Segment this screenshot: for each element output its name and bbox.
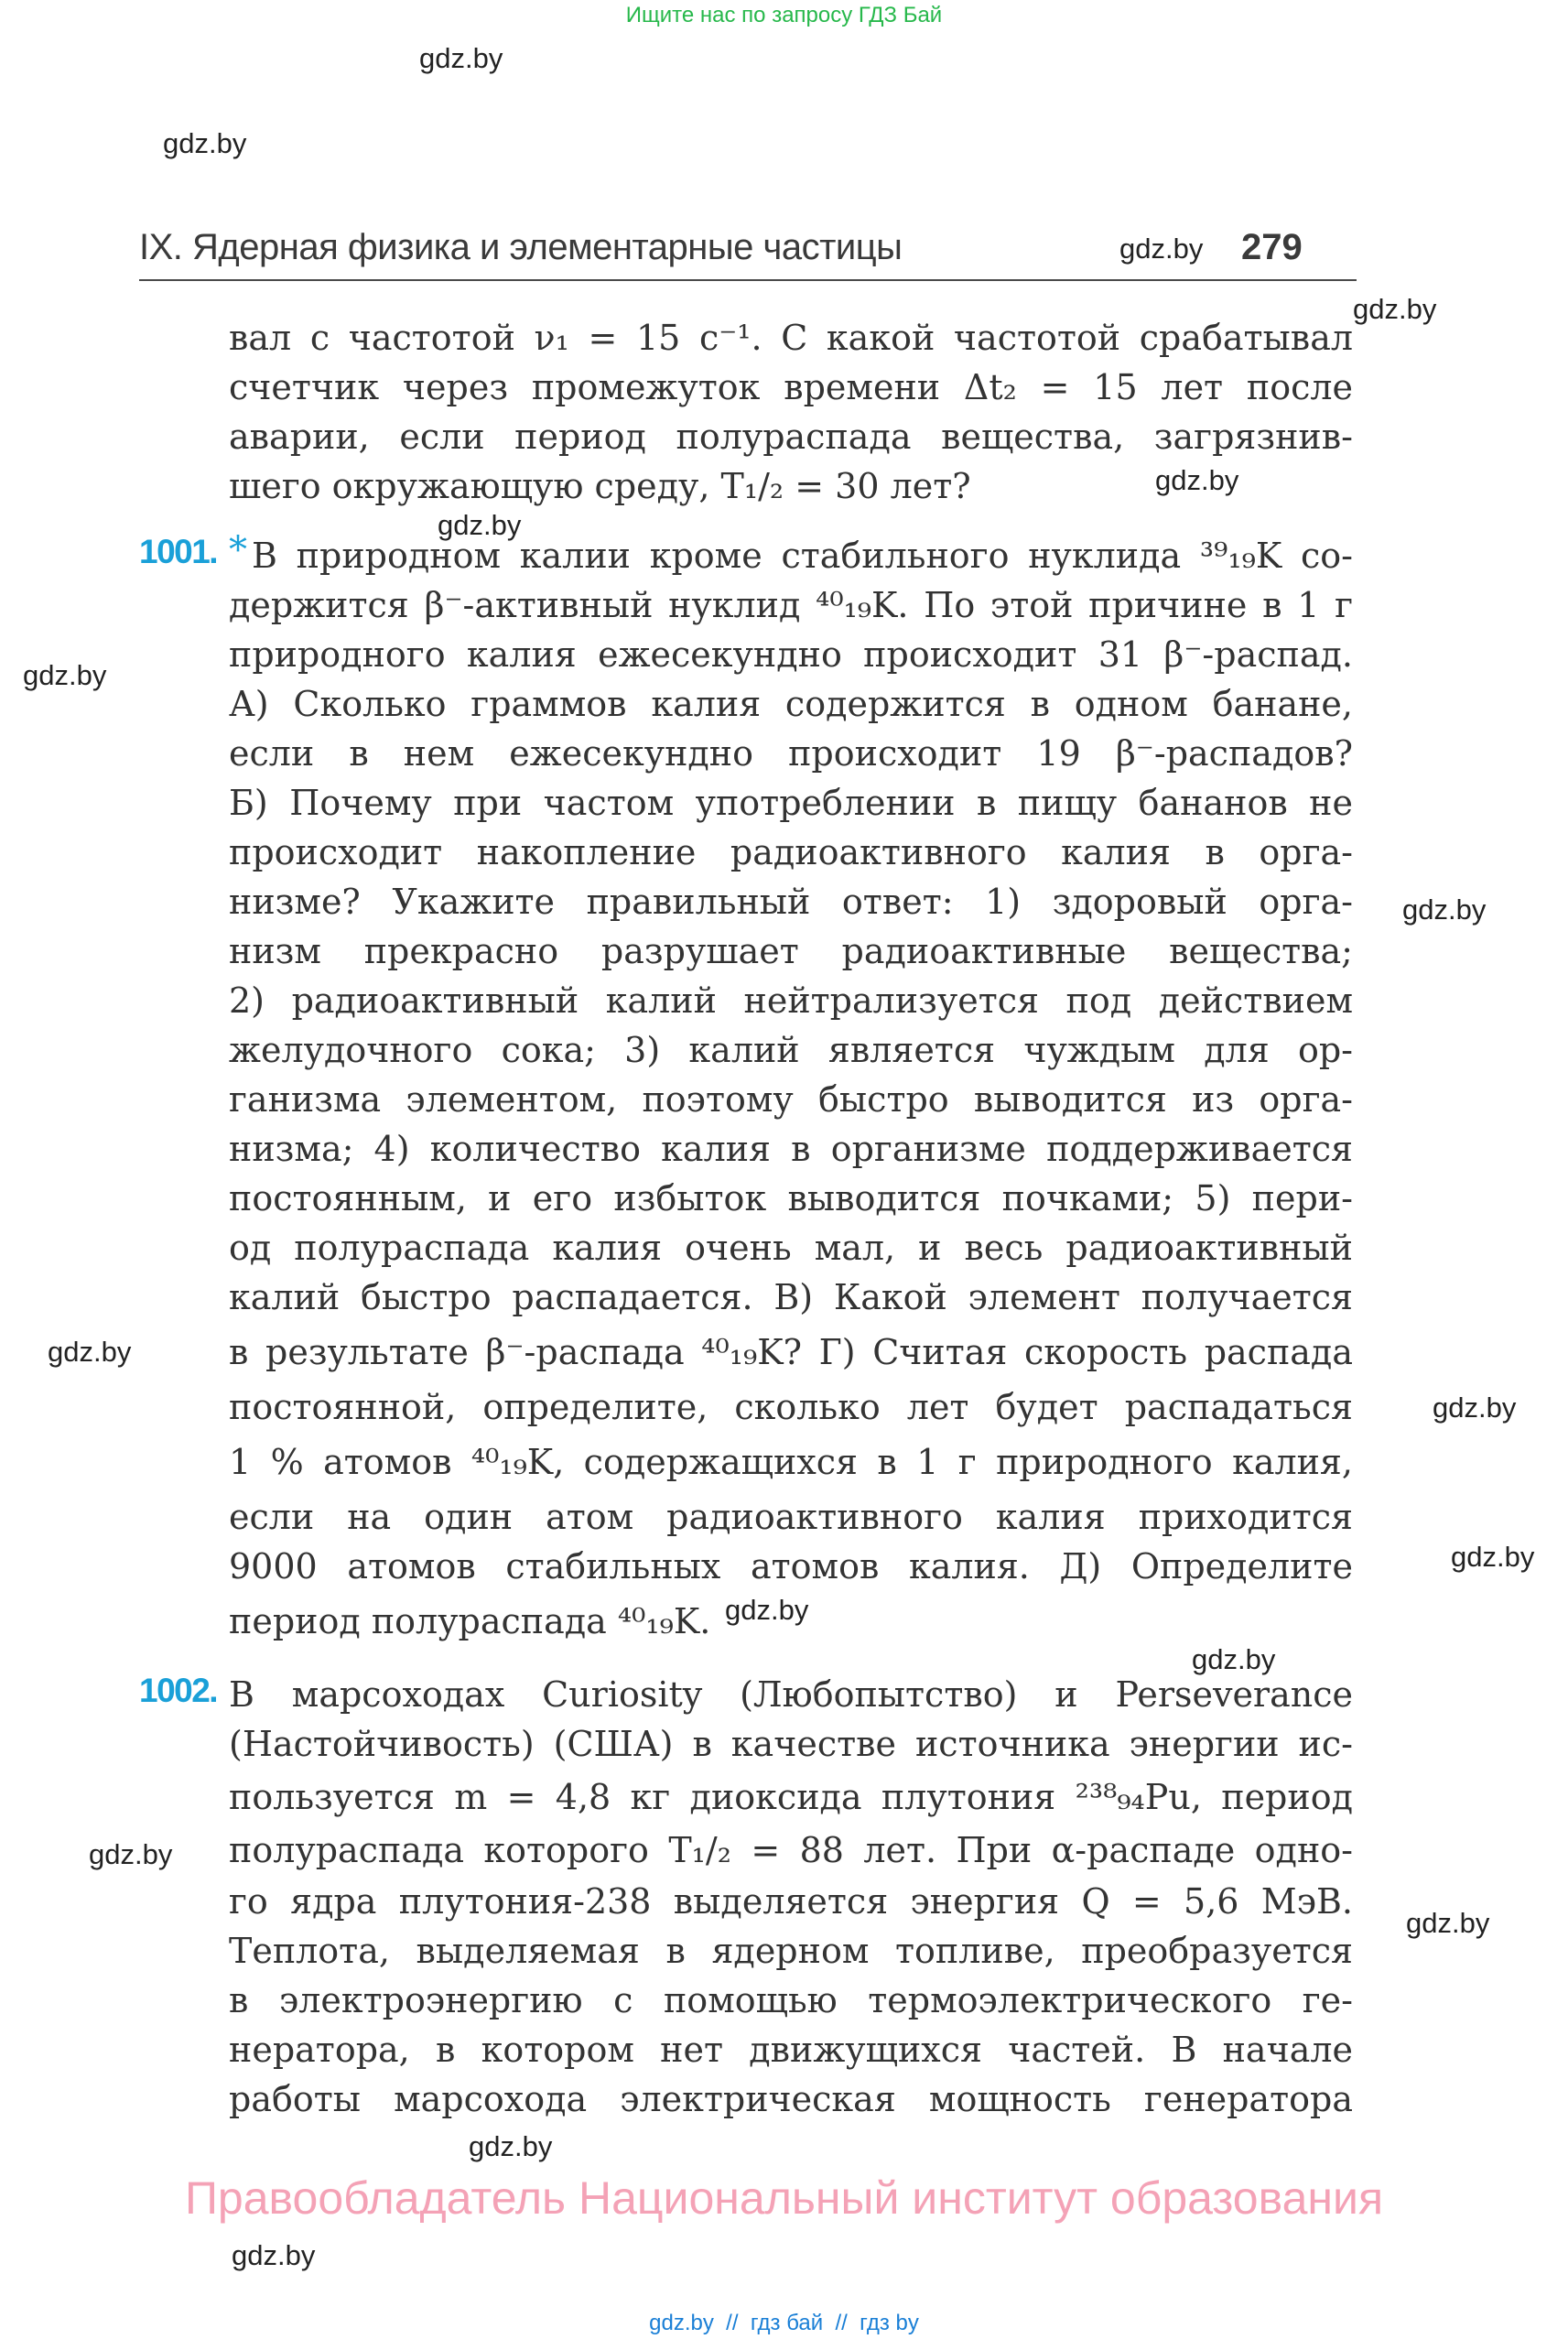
- text-line: од полураспада калия очень мал, и весь радиоактивный: [229, 1228, 1353, 1268]
- header-rule: [139, 279, 1357, 281]
- text-line: работы марсохода электрическая мощность генератора: [229, 2079, 1353, 2119]
- text-line: если в нем ежесекундно происходит 19 β⁻-распадов?: [229, 733, 1353, 774]
- watermark: gdz.by: [1402, 893, 1487, 926]
- watermark: gdz.by: [23, 659, 107, 691]
- page-number: 279: [1241, 227, 1303, 267]
- watermark: gdz.by: [419, 42, 503, 74]
- text-line: происходит накопление радиоактивного калия в орга-: [229, 832, 1353, 872]
- text-line: низм прекрасно разрушает радиоактивные вещества;: [229, 931, 1353, 971]
- text-line: Б) Почему при частом употреблении в пищу бананов не: [229, 783, 1353, 823]
- text-line: ганизма элементом, поэтому быстро выводится из орга-: [229, 1079, 1353, 1120]
- watermark: gdz.by: [1119, 233, 1204, 265]
- text-line: счетчик через промежуток времени Δt₂ = 15 лет после: [229, 367, 1353, 407]
- text-line: калий быстро распадается. В) Какой элемент получается: [229, 1277, 1353, 1317]
- watermark: gdz.by: [1433, 1392, 1517, 1424]
- text-line: Теплота, выделяемая в ядерном топливе, преобразуется: [229, 1931, 1353, 1971]
- watermark: gdz.by: [1406, 1907, 1490, 1939]
- text-line: А) Сколько граммов калия содержится в одном банане,: [229, 684, 1353, 724]
- watermark: gdz.by: [1353, 293, 1437, 325]
- text-line: если на один атом радиоактивного калия приходится: [229, 1497, 1353, 1537]
- watermark: gdz.by: [469, 2130, 553, 2162]
- text-line: 2) радиоактивный калий нейтрализуется под действием: [229, 980, 1353, 1021]
- watermark: gdz.by: [1155, 464, 1239, 496]
- text-line: в электроэнергию с помощью термоэлектрического ге-: [229, 1980, 1353, 2020]
- watermark: gdz.by: [438, 509, 522, 541]
- text-line: природного калия ежесекундно происходит 31 β⁻-распад.: [229, 634, 1353, 675]
- text-line: нератора, в котором нет движущихся частей. В начале: [229, 2030, 1353, 2070]
- watermark: gdz.by: [1451, 1541, 1535, 1573]
- watermark: gdz.by: [1192, 1643, 1276, 1675]
- text-line: низме? Укажите правильный ответ: 1) здоровый орга-: [229, 882, 1353, 922]
- text-line: шего окружающую среду, T₁/₂ = 30 лет?: [229, 466, 971, 506]
- text-line: В природном калии кроме стабильного нуклида ³⁹₁₉K со-: [252, 536, 1353, 576]
- watermark: gdz.by: [163, 127, 247, 159]
- text-line: в результате β⁻-распада ⁴⁰₁₉K? Г) Считая скорость распада: [229, 1332, 1353, 1372]
- watermark: gdz.by: [725, 1594, 809, 1626]
- text-line: постоянной, определите, сколько лет будет распадаться: [229, 1387, 1353, 1427]
- copyright-notice: Правообладатель Национальный институт образования: [184, 2172, 1384, 2224]
- text-line: период полураспада ⁴⁰₁₉K.: [229, 1601, 711, 1641]
- text-line: (Настойчивость) (США) в качестве источника энергии ис-: [229, 1724, 1353, 1764]
- text-line: пользуется m = 4,8 кг диоксида плутония ²³⁸₉₄Pu, период: [229, 1777, 1353, 1817]
- text-line: 1 % атомов ⁴⁰₁₉K, содержащихся в 1 г природного калия,: [229, 1442, 1353, 1482]
- watermark: gdz.by: [48, 1336, 132, 1368]
- difficulty-marker: *: [229, 529, 247, 571]
- problem-number: 1002.: [139, 1672, 218, 1709]
- text-line: постоянным, и его избыток выводится почками; 5) пери-: [229, 1178, 1353, 1218]
- text-line: 9000 атомов стабильных атомов калия. Д) Определите: [229, 1546, 1353, 1587]
- watermark: gdz.by: [89, 1838, 173, 1870]
- text-line: полураспада которого T₁/₂ = 88 лет. При α-распаде одно-: [229, 1830, 1353, 1870]
- bottom-note: gdz.by // гдз бай // гдз by: [649, 2311, 919, 2335]
- text-line: В марсоходах Curiosity (Любопытство) и Perseverance: [229, 1674, 1353, 1715]
- text-line: вал с частотой ν₁ = 15 с⁻¹. С какой частотой срабатывал: [229, 318, 1353, 358]
- text-line: низма; 4) количество калия в организме поддерживается: [229, 1129, 1353, 1169]
- text-line: держится β⁻-активный нуклид ⁴⁰₁₉K. По этой причине в 1 г: [229, 585, 1353, 625]
- text-line: желудочного сока; 3) калий является чуждым для ор-: [229, 1030, 1353, 1070]
- text-line: го ядра плутония-238 выделяется энергия Q = 5,6 МэВ.: [229, 1881, 1353, 1922]
- running-head: IX. Ядерная физика и элементарные частицы: [139, 227, 903, 267]
- problem-number: 1001.: [139, 533, 218, 570]
- top-note: Ищите нас по запросу ГДЗ Бай: [625, 3, 943, 27]
- watermark: gdz.by: [232, 2239, 316, 2271]
- text-line: аварии, если период полураспада вещества, загрязнив-: [229, 417, 1353, 457]
